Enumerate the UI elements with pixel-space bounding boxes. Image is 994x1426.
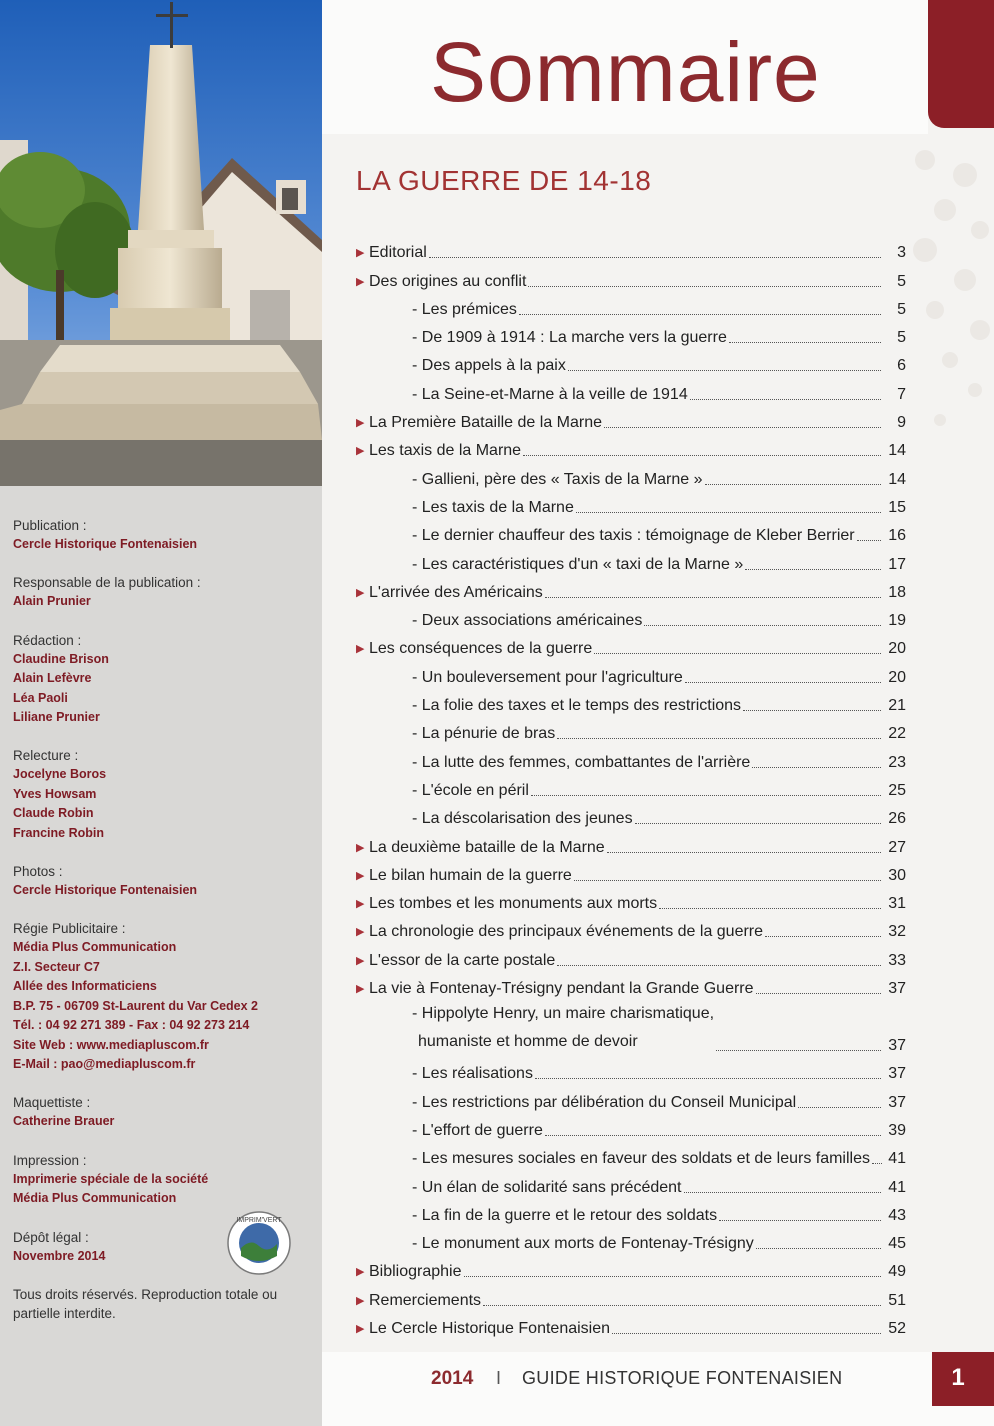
toc-entry-title: - Les réalisations: [412, 1065, 533, 1083]
toc-entry-title: Editorial: [369, 244, 427, 262]
rights-notice: Tous droits réservés. Reproduction totale ou partielle interdite.: [13, 1286, 278, 1321]
dot-leader: [705, 484, 881, 485]
bullet-arrow-icon: ▶: [356, 275, 365, 288]
dot-leader: [857, 540, 881, 541]
dot-leader: [729, 342, 881, 343]
bullet-arrow-icon: ▶: [356, 247, 365, 260]
toc-entry-title: [412, 1000, 714, 1056]
toc-entry-title: Le bilan humain de la guerre: [369, 866, 572, 884]
credit-value: Yves Howsam: [13, 786, 97, 801]
dot-leader: [798, 1107, 881, 1108]
toc-entry-title: Les tombes et les monuments aux morts: [369, 895, 658, 913]
toc-page-number: 20: [888, 668, 906, 686]
dot-leader: [743, 710, 881, 711]
footer-separator: I: [496, 1368, 502, 1388]
toc-page-number: 19: [888, 612, 906, 630]
dot-leader: [719, 1220, 881, 1221]
toc-entry-title: - Les taxis de la Marne: [412, 498, 574, 516]
toc-entry: [356, 744, 906, 772]
credit-value: Z.I. Secteur C7: [13, 959, 100, 974]
toc-page-number: 5: [897, 272, 906, 290]
credit-value: Imprimerie spéciale de la société: [13, 1171, 209, 1186]
section-title: LA GUERRE DE 14-18: [356, 165, 652, 196]
credit-group: [13, 919, 313, 1074]
credit-label: Impression :: [13, 1152, 87, 1168]
toc-entry-title: - Des appels à la paix: [412, 357, 566, 375]
dot-leader: [607, 852, 881, 853]
credit-value: Alain Prunier: [13, 594, 91, 609]
credit-value: Site Web : www.mediapluscom.fr: [13, 1037, 209, 1052]
toc-entry: [356, 971, 906, 999]
credit-group: [13, 573, 313, 611]
dot-leader: [576, 512, 881, 513]
toc-entry-title: - La pénurie de bras: [412, 725, 556, 743]
bullet-arrow-icon: ▶: [356, 841, 365, 854]
dot-leader: [745, 569, 881, 570]
credit-label: Dépôt légal :: [13, 1229, 89, 1245]
toc-entry: [356, 886, 906, 914]
toc-entry-title: - La fin de la guerre et le retour des soldats: [412, 1206, 718, 1224]
toc-entry: [356, 1113, 906, 1141]
dot-leader: [635, 823, 881, 824]
credit-value: Novembre 2014: [13, 1248, 106, 1263]
credit-group: [13, 1151, 313, 1209]
toc-entry-title: L'arrivée des Américains: [369, 583, 543, 601]
credit-value: Liliane Prunier: [13, 710, 100, 725]
toc-entry: [356, 942, 906, 970]
dot-leader: [545, 1135, 881, 1136]
toc-entry: [356, 801, 906, 829]
credit-value: Catherine Brauer: [13, 1114, 115, 1129]
toc-entry: [356, 518, 906, 546]
dot-leader: [557, 965, 881, 966]
bullet-arrow-icon: ▶: [356, 983, 365, 996]
toc-page-number: 30: [888, 866, 906, 884]
dot-leader: [756, 993, 881, 994]
toc-page-number: 45: [888, 1235, 906, 1253]
toc-page-number: 27: [888, 838, 906, 856]
dot-leader: [604, 427, 881, 428]
toc-entry-title: - Le dernier chauffeur des taxis : témoignage de Kleber Berrier: [412, 527, 855, 545]
footer-title: GUIDE HISTORIQUE FONTENAISIEN: [522, 1368, 843, 1388]
dot-leader: [756, 1248, 881, 1249]
toc-entry: [356, 433, 906, 461]
toc-entry: [356, 688, 906, 716]
toc-page-number: 37: [888, 1093, 906, 1111]
toc-page-number: 51: [888, 1291, 906, 1309]
dot-leader: [568, 370, 881, 371]
toc-page-number: 18: [888, 583, 906, 601]
toc-entry-title-line: humaniste et homme de devoir: [418, 1033, 638, 1051]
credits-panel: [13, 516, 313, 1323]
toc-entry: [356, 235, 906, 263]
imprim-vert-seal-icon: [226, 1210, 292, 1276]
toc-entry-title: - L'effort de guerre: [412, 1121, 543, 1139]
toc-entry-title: - Les restrictions par délibération du Conseil Municipal: [412, 1093, 797, 1111]
page-number: 1: [951, 1364, 965, 1391]
credit-value: E-Mail : pao@mediapluscom.fr: [13, 1056, 196, 1071]
bullet-arrow-icon: ▶: [356, 643, 365, 656]
toc-entry-title: La Première Bataille de la Marne: [369, 414, 603, 432]
dot-leader: [716, 1050, 881, 1051]
toc-page-number: 21: [888, 697, 906, 715]
footer-year: 2014: [431, 1368, 474, 1389]
toc-entry-title: - Gallieni, père des « Taxis de la Marne »: [412, 470, 703, 488]
toc-entry-title: - Les mesures sociales en faveur des soldats et de leurs familles: [412, 1150, 870, 1168]
toc-entry-title: Le Cercle Historique Fontenaisien: [369, 1319, 611, 1337]
toc-entry: [356, 603, 906, 631]
toc-entry: [356, 461, 906, 489]
toc-entry: [356, 263, 906, 291]
toc-entry-title: - Deux associations américaines: [412, 612, 643, 630]
toc-entry-title: La chronologie des principaux événements de la guerre: [369, 923, 764, 941]
toc-page-number: 5: [897, 329, 906, 347]
toc-entry: [356, 1084, 906, 1112]
credit-value: Claudine Brison: [13, 651, 109, 666]
dot-leader: [523, 455, 881, 456]
toc-entry: [356, 490, 906, 518]
toc-entry-title: Les conséquences de la guerre: [369, 640, 593, 658]
toc-entry: [356, 546, 906, 574]
toc-page-number: 5: [897, 300, 906, 318]
toc-entry-title: - La Seine-et-Marne à la veille de 1914: [412, 385, 688, 403]
credit-value: Tél. : 04 92 271 389 - Fax : 04 92 273 214: [13, 1018, 250, 1033]
toc-entry-title: - Le monument aux morts de Fontenay-Trésigny: [412, 1235, 754, 1253]
dot-leader: [644, 625, 881, 626]
credit-label: Publication :: [13, 518, 87, 533]
dot-leader: [752, 767, 881, 768]
toc-page-number: 41: [888, 1150, 906, 1168]
toc-entry: [356, 858, 906, 886]
toc-page-number: 7: [897, 385, 906, 403]
dot-leader: [483, 1305, 881, 1306]
toc-entry: [356, 631, 906, 659]
credit-value: Média Plus Communication: [13, 1191, 177, 1206]
credit-group: [13, 746, 313, 843]
toc-page-number: 22: [888, 725, 906, 743]
decorative-dots: [895, 140, 994, 460]
bullet-arrow-icon: ▶: [356, 586, 365, 599]
credit-value: Allée des Informaticiens: [13, 979, 157, 994]
toc-page-number: 23: [888, 753, 906, 771]
dot-leader: [684, 1192, 882, 1193]
toc-page-number: 33: [888, 951, 906, 969]
dot-leader: [535, 1078, 881, 1079]
bullet-arrow-icon: ▶: [356, 1294, 365, 1307]
toc-page-number: 37: [888, 980, 906, 998]
toc-page-number: 41: [888, 1178, 906, 1196]
toc-page-number: 32: [888, 923, 906, 941]
toc-entry: [356, 348, 906, 376]
toc-page-number: 6: [897, 357, 906, 375]
page-title: Sommaire: [430, 25, 821, 119]
toc-entry: [356, 914, 906, 942]
credit-value: Média Plus Communication: [13, 940, 177, 955]
toc-page-number: 37: [888, 1065, 906, 1083]
toc-page-number: 3: [897, 244, 906, 262]
toc-page-number: 26: [888, 810, 906, 828]
toc-entry: [356, 1282, 906, 1310]
dot-leader: [429, 257, 881, 258]
dot-leader: [872, 1163, 882, 1164]
toc-entry-title: - La déscolarisation des jeunes: [412, 810, 633, 828]
toc-entry: [356, 1198, 906, 1226]
toc-entry-title: Les taxis de la Marne: [369, 442, 522, 460]
dot-leader: [557, 738, 881, 739]
table-of-contents: [356, 235, 906, 1339]
bullet-arrow-icon: ▶: [356, 954, 365, 967]
footer: [322, 1352, 994, 1426]
bullet-arrow-icon: ▶: [356, 445, 365, 458]
dot-leader: [519, 314, 881, 315]
dot-leader: [612, 1333, 881, 1334]
credit-value: Alain Lefèvre: [13, 671, 92, 686]
seal-text: IMPRIM'VERT: [236, 1217, 282, 1224]
toc-entry: [356, 1169, 906, 1197]
monument-photo: [0, 0, 322, 486]
credit-group: [13, 516, 313, 554]
toc-entry: [356, 376, 906, 404]
toc-entry: [356, 320, 906, 348]
credit-label: Responsable de la publication :: [13, 575, 201, 591]
toc-entry: [356, 575, 906, 603]
credit-label: Relecture :: [13, 748, 79, 764]
toc-entry-title: - La lutte des femmes, combattantes de l'arrière: [412, 753, 751, 771]
bullet-arrow-icon: ▶: [356, 1322, 365, 1335]
toc-entry-title: - L'école en péril: [412, 781, 529, 799]
credit-label: Régie Publicitaire :: [13, 921, 126, 937]
toc-entry: [356, 659, 906, 687]
toc-entry: [356, 999, 906, 1056]
credit-value: Léa Paoli: [13, 690, 68, 705]
bullet-arrow-icon: ▶: [356, 898, 365, 911]
dot-leader: [594, 653, 881, 654]
toc-page-number: 15: [888, 498, 906, 516]
toc-entry-title: - La folie des taxes et le temps des restrictions: [412, 697, 742, 715]
credit-label: Photos :: [13, 864, 63, 880]
red-tab: [928, 0, 994, 128]
toc-entry-title: La vie à Fontenay-Trésigny pendant la Grande Guerre: [369, 980, 754, 998]
credit-value: Cercle Historique Fontenaisien: [13, 883, 198, 898]
credit-group: [13, 1093, 313, 1131]
dot-leader: [464, 1276, 881, 1277]
toc-page-number: 39: [888, 1121, 906, 1139]
toc-entry: [356, 716, 906, 744]
credit-group: [13, 862, 313, 900]
toc-entry-title: Remerciements: [369, 1291, 482, 1309]
toc-page-number: 17: [888, 555, 906, 573]
dot-leader: [685, 682, 881, 683]
dot-leader: [545, 597, 881, 598]
toc-entry-title: - Les caractéristiques d'un « taxi de la Marne »: [412, 555, 744, 573]
toc-page-number: 14: [888, 470, 906, 488]
toc-page-number: 9: [897, 414, 906, 432]
toc-entry: [356, 1056, 906, 1084]
toc-entry-title: - Un bouleversement pour l'agriculture: [412, 668, 683, 686]
dot-leader: [659, 908, 881, 909]
toc-entry: [356, 1226, 906, 1254]
dot-leader: [765, 936, 881, 937]
toc-page-number: 25: [888, 781, 906, 799]
toc-entry-title-line: - Hippolyte Henry, un maire charismatique,: [412, 1005, 715, 1023]
credit-value: Claude Robin: [13, 806, 94, 821]
toc-page-number: 31: [888, 895, 906, 913]
bullet-arrow-icon: ▶: [356, 926, 365, 939]
toc-entry: [356, 1254, 906, 1282]
credit-value: Francine Robin: [13, 825, 104, 840]
credit-value: Jocelyne Boros: [13, 767, 107, 782]
dot-leader: [574, 880, 881, 881]
dot-leader: [528, 286, 881, 287]
dot-leader: [531, 795, 881, 796]
toc-page-number: 14: [888, 442, 906, 460]
credit-group: [13, 631, 313, 728]
credit-label: Maquettiste :: [13, 1095, 91, 1111]
toc-page-number: 16: [888, 527, 906, 545]
bullet-arrow-icon: ▶: [356, 417, 365, 430]
credit-label: Rédaction :: [13, 632, 82, 648]
toc-entry-title: - Les prémices: [412, 300, 517, 318]
toc-entry-title: Des origines au conflit: [369, 272, 527, 290]
toc-page-number: 37: [888, 1037, 906, 1055]
toc-entry: [356, 773, 906, 801]
bullet-arrow-icon: ▶: [356, 1266, 365, 1279]
toc-entry-title: L'essor de la carte postale: [369, 951, 556, 969]
toc-entry: [356, 1311, 906, 1339]
toc-entry: [356, 829, 906, 857]
toc-entry: [356, 1141, 906, 1169]
toc-entry-title: - Un élan de solidarité sans précédent: [412, 1178, 682, 1196]
credit-value: B.P. 75 - 06709 St-Laurent du Var Cedex 2: [13, 998, 259, 1013]
toc-entry-title: Bibliographie: [369, 1263, 462, 1281]
credit-value: Cercle Historique Fontenaisien: [13, 537, 198, 551]
toc-page-number: 49: [888, 1263, 906, 1281]
bullet-arrow-icon: ▶: [356, 869, 365, 882]
toc-page-number: 52: [888, 1319, 906, 1337]
toc-entry: [356, 292, 906, 320]
toc-page-number: 20: [888, 640, 906, 658]
toc-entry-title: La deuxième bataille de la Marne: [369, 838, 605, 856]
dot-leader: [690, 399, 881, 400]
toc-entry-title: - De 1909 à 1914 : La marche vers la guerre: [412, 329, 727, 347]
toc-entry: [356, 405, 906, 433]
toc-page-number: 43: [888, 1206, 906, 1224]
